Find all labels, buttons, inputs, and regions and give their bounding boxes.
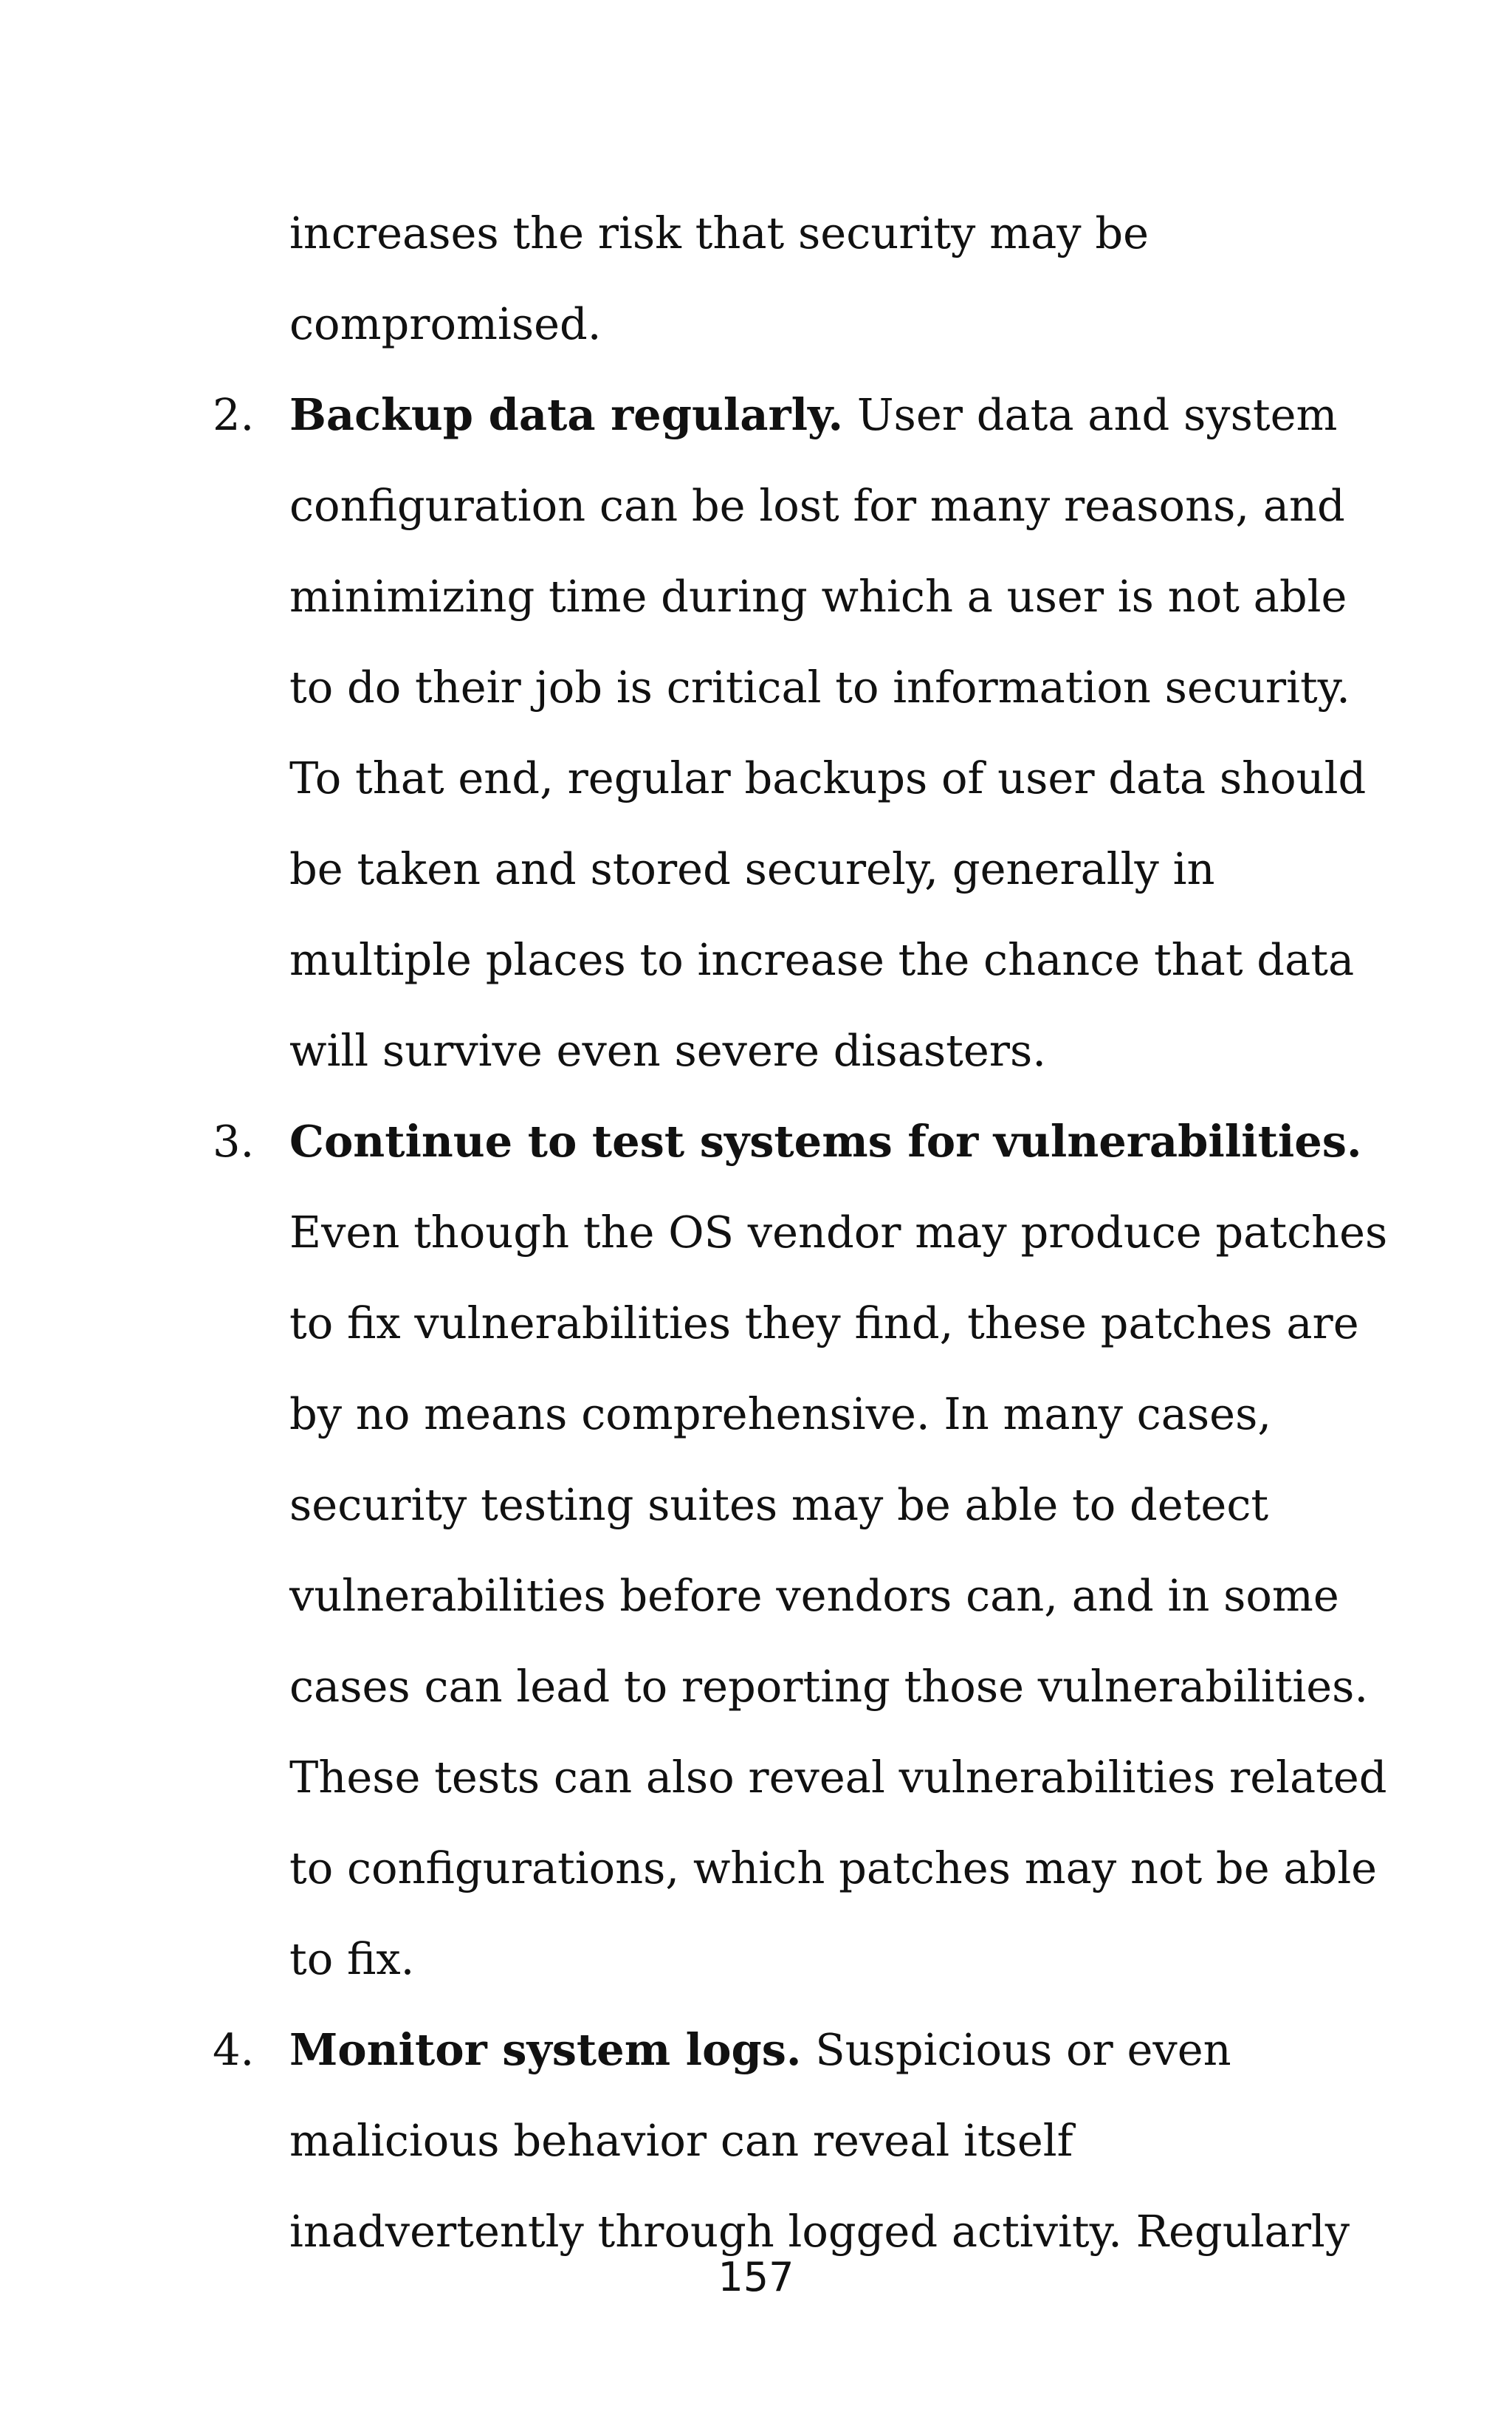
list-item-3-first-line — [0, 1096, 1512, 1187]
list-item-heading: Backup data regularly. — [289, 389, 844, 440]
list-item-text: minimizing time during which a user is not able — [289, 571, 1347, 622]
text-line — [0, 188, 1512, 278]
text-line — [0, 914, 1512, 1005]
list-number: 3. — [213, 1116, 255, 1167]
text-line — [0, 2095, 1512, 2186]
text-line — [0, 460, 1512, 551]
list-item-text: to configurations, which patches may not be able — [289, 1843, 1378, 1893]
list-item-text: vulnerabilities before vendors can, and in some — [289, 1570, 1339, 1621]
list-item-text: User data and system — [843, 389, 1338, 440]
list-item-text: to fix vulnerabilities they find, these patches are — [289, 1298, 1359, 1348]
continuation-line: compromised. — [289, 298, 602, 349]
list-item-text: by no means comprehensive. In many cases, — [289, 1388, 1272, 1439]
list-item-text: inadvertently through logged activity. Regularly — [289, 2206, 1350, 2257]
list-item-text: to do their job is critical to information security. — [289, 662, 1350, 713]
list-number: 4. — [213, 2024, 255, 2075]
list-item-text: to fix. — [289, 1933, 415, 1984]
list-item-text: malicious behavior can reveal itself — [289, 2115, 1073, 2166]
list-item-text: be taken and stored securely, generally in — [289, 843, 1215, 894]
list-item-heading: Monitor system logs. — [289, 2024, 802, 2075]
text-line — [0, 642, 1512, 733]
list-item-heading: Continue to test systems for vulnerabilities. — [289, 1116, 1362, 1167]
text-line — [0, 1187, 1512, 1278]
list-item-text: Suspicious or even — [801, 2024, 1231, 2075]
text-line — [0, 1823, 1512, 1913]
list-number: 2. — [213, 389, 255, 440]
list-item-4-first-line — [0, 2004, 1512, 2095]
text-line — [0, 1459, 1512, 1550]
text-line — [0, 1641, 1512, 1732]
text-line — [0, 1005, 1512, 1096]
text-line — [0, 1550, 1512, 1641]
text-line — [0, 823, 1512, 914]
list-item-text: multiple places to increase the chance that data — [289, 934, 1355, 985]
continuation-line: increases the risk that security may be — [289, 208, 1150, 258]
list-item-text: security testing suites may be able to detect — [289, 1479, 1269, 1530]
text-line — [0, 733, 1512, 823]
text-line — [0, 1278, 1512, 1368]
list-item-text: cases can lead to reporting those vulnerabilities. — [289, 1661, 1369, 1712]
list-item-text: configuration can be lost for many reasons, and — [289, 480, 1345, 531]
page-number: 157 — [718, 2254, 794, 2300]
list-item-2-first-line — [0, 369, 1512, 460]
text-line — [0, 1913, 1512, 2004]
list-item-text: To that end, regular backups of user data should — [289, 753, 1367, 803]
text-line — [0, 1368, 1512, 1459]
list-item-text: will survive even severe disasters. — [289, 1025, 1047, 1076]
list-item-text: These tests can also reveal vulnerabilities related — [289, 1752, 1387, 1803]
text-line — [0, 551, 1512, 642]
text-line — [0, 1732, 1512, 1823]
text-line — [0, 278, 1512, 369]
list-item-text: Even though the OS vendor may produce patches — [289, 1207, 1388, 1258]
